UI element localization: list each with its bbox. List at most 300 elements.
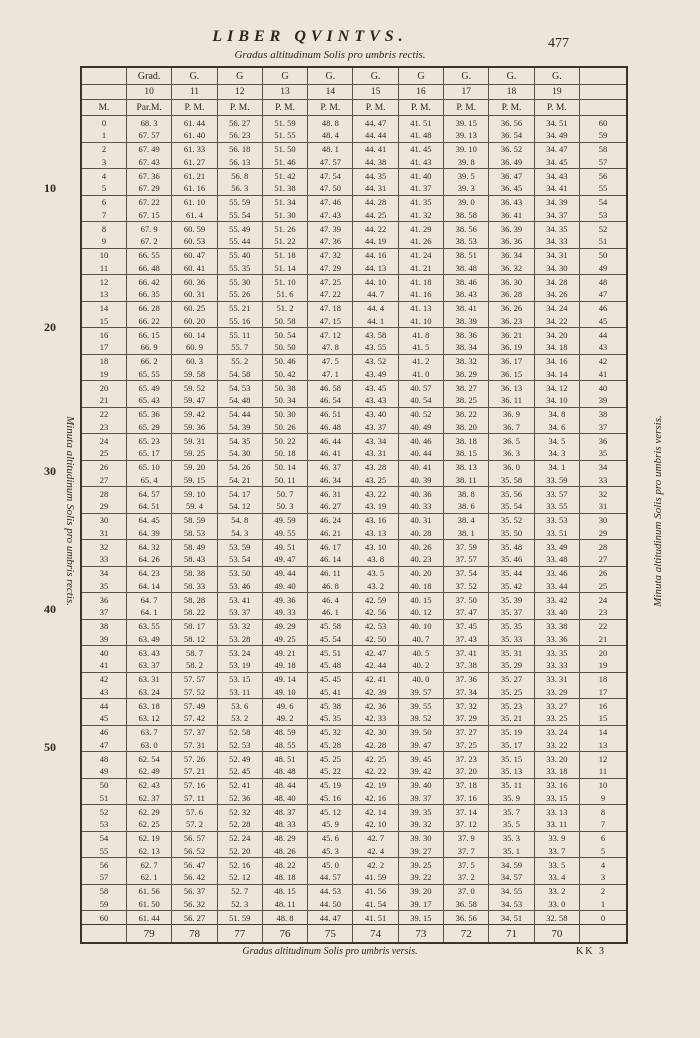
table-cell: 46. 34	[308, 474, 353, 487]
table-row	[81, 792, 627, 805]
table-cell: 39. 3	[444, 182, 489, 195]
table-cell: 52. 58	[217, 725, 262, 738]
table-cell: 64. 7	[127, 593, 172, 606]
footer-degree: 76	[262, 925, 307, 943]
table-row	[81, 222, 627, 235]
header-degree: 17	[444, 85, 489, 100]
header-degree: 18	[489, 85, 534, 100]
table-cell: 53. 54	[217, 553, 262, 566]
solar-altitude-table	[80, 66, 628, 944]
table-row	[81, 845, 627, 858]
table-cell: 63. 12	[127, 712, 172, 725]
table-cell: 62. 1	[127, 871, 172, 884]
table-cell: 64. 51	[127, 500, 172, 513]
table-cell: 56. 52	[172, 845, 217, 858]
table-cell: 45. 28	[308, 739, 353, 752]
table-cell: 46. 4	[308, 593, 353, 606]
table-cell: 37. 20	[444, 765, 489, 778]
row-minute-right: 13	[580, 739, 628, 752]
table-cell: 65. 55	[127, 368, 172, 381]
table-cell: 63. 0	[127, 739, 172, 752]
table-cell: 35. 46	[489, 553, 534, 566]
table-cell: 45. 16	[308, 792, 353, 805]
table-row	[81, 341, 627, 354]
row-minute-left: 10	[81, 248, 127, 261]
table-row	[81, 871, 627, 884]
header-grad-label: G.	[444, 67, 489, 85]
row-minute-left: 3	[81, 156, 127, 169]
table-cell: 34. 47	[534, 142, 579, 155]
table-cell: 62. 7	[127, 858, 172, 871]
row-minute-right: 14	[580, 725, 628, 738]
table-cell: 50. 7	[262, 487, 307, 500]
table-cell: 62. 43	[127, 778, 172, 791]
header-degree: 16	[398, 85, 443, 100]
table-cell: 34. 51	[489, 911, 534, 925]
table-cell: 41. 13	[398, 301, 443, 314]
table-row	[81, 699, 627, 712]
table-cell: 67. 57	[127, 129, 172, 142]
table-cell: 53. 11	[217, 686, 262, 699]
table-cell: 33. 27	[534, 699, 579, 712]
footer-degree: 73	[398, 925, 443, 943]
table-cell: 41. 24	[398, 248, 443, 261]
header-minutes-label: M.	[81, 100, 127, 116]
table-cell: 40. 7	[398, 633, 443, 646]
table-cell: 33. 4	[534, 871, 579, 884]
table-cell: 64. 45	[127, 513, 172, 526]
table-cell: 37. 34	[444, 686, 489, 699]
table-cell: 50. 58	[262, 315, 307, 328]
table-cell: 46. 41	[308, 447, 353, 460]
table-cell: 41. 45	[398, 142, 443, 155]
table-cell: 38. 32	[444, 354, 489, 367]
table-cell: 36. 23	[489, 315, 534, 328]
header-pm-label: P. M.	[444, 100, 489, 116]
table-cell: 51. 30	[262, 209, 307, 222]
row-minute-left: 44	[81, 699, 127, 712]
row-minute-left: 40	[81, 646, 127, 659]
table-cell: 55. 11	[217, 328, 262, 341]
table-cell: 46. 17	[308, 540, 353, 553]
table-cell: 37. 14	[444, 805, 489, 818]
table-cell: 57. 49	[172, 699, 217, 712]
table-cell: 45. 51	[308, 646, 353, 659]
table-cell: 55. 40	[217, 248, 262, 261]
header-blank-right	[580, 85, 628, 100]
table-cell: 36. 15	[489, 368, 534, 381]
table-cell: 36. 5	[489, 434, 534, 447]
row-minute-left: 41	[81, 659, 127, 672]
table-cell: 67. 43	[127, 156, 172, 169]
table-cell: 48. 37	[262, 805, 307, 818]
table-cell: 42. 7	[353, 831, 398, 844]
table-cell: 48. 8	[262, 911, 307, 925]
row-minute-right: 25	[580, 580, 628, 593]
row-minute-right: 36	[580, 434, 628, 447]
table-cell: 61. 44	[172, 116, 217, 129]
table-row	[81, 593, 627, 606]
table-cell: 37. 57	[444, 553, 489, 566]
table-cell: 36. 41	[489, 209, 534, 222]
table-cell: 46. 37	[308, 460, 353, 473]
table-cell: 52. 24	[217, 831, 262, 844]
row-minute-right: 31	[580, 500, 628, 513]
table-cell: 39. 57	[398, 686, 443, 699]
table-cell: 51. 26	[262, 222, 307, 235]
table-cell: 33. 18	[534, 765, 579, 778]
table-cell: 34. 59	[489, 858, 534, 871]
header-degree: 19	[534, 85, 579, 100]
table-cell: 41. 35	[398, 195, 443, 208]
table-cell: 49. 59	[262, 513, 307, 526]
table-cell: 39. 25	[398, 858, 443, 871]
table-row	[81, 672, 627, 685]
table-cell: 60. 31	[172, 288, 217, 301]
row-minute-left: 37	[81, 606, 127, 619]
footer-degree: 74	[353, 925, 398, 943]
row-minute-left: 59	[81, 898, 127, 911]
table-cell: 51. 18	[262, 248, 307, 261]
table-row	[81, 606, 627, 619]
row-minute-left: 24	[81, 434, 127, 447]
table-row	[81, 301, 627, 314]
table-cell: 37. 18	[444, 778, 489, 791]
table-cell: 48. 48	[262, 765, 307, 778]
table-cell: 42. 41	[353, 672, 398, 685]
table-cell: 54. 21	[217, 474, 262, 487]
table-cell: 35. 48	[489, 540, 534, 553]
table-cell: 34. 16	[534, 354, 579, 367]
table-cell: 42. 50	[353, 633, 398, 646]
table-row	[81, 182, 627, 195]
table-cell: 45. 9	[308, 818, 353, 831]
table-cell: 57. 11	[172, 792, 217, 805]
table-cell: 45. 41	[308, 686, 353, 699]
table-cell: 38. 18	[444, 434, 489, 447]
row-minute-left: 17	[81, 341, 127, 354]
table-cell: 61. 27	[172, 156, 217, 169]
table-cell: 37. 29	[444, 712, 489, 725]
row-minute-left: 49	[81, 765, 127, 778]
header-grad-label: G	[217, 67, 262, 85]
table-cell: 41. 5	[398, 341, 443, 354]
table-cell: 56. 37	[172, 884, 217, 897]
table-cell: 51. 22	[262, 235, 307, 248]
table-cell: 57. 21	[172, 765, 217, 778]
header-row-degrees	[81, 85, 627, 100]
table-cell: 46. 31	[308, 487, 353, 500]
row-minute-right: 27	[580, 553, 628, 566]
table-cell: 34. 41	[534, 182, 579, 195]
table-cell: 36. 17	[489, 354, 534, 367]
table-cell: 35. 9	[489, 792, 534, 805]
table-cell: 56. 42	[172, 871, 217, 884]
row-minute-right: 23	[580, 606, 628, 619]
table-cell: 52. 7	[217, 884, 262, 897]
table-cell: 43. 19	[353, 500, 398, 513]
table-cell: 41. 2	[398, 354, 443, 367]
table-cell: 41. 32	[398, 209, 443, 222]
table-cell: 56. 47	[172, 858, 217, 871]
table-cell: 47. 50	[308, 182, 353, 195]
table-cell: 63. 49	[127, 633, 172, 646]
table-cell: 44. 25	[353, 209, 398, 222]
table-cell: 34. 6	[534, 421, 579, 434]
table-cell: 47. 43	[308, 209, 353, 222]
table-cell: 59. 25	[172, 447, 217, 460]
row-minute-left: 26	[81, 460, 127, 473]
table-cell: 38. 58	[444, 209, 489, 222]
table-cell: 43. 55	[353, 341, 398, 354]
row-minute-left: 50	[81, 778, 127, 791]
table-row	[81, 553, 627, 566]
row-minute-left: 35	[81, 580, 127, 593]
table-cell: 33. 22	[534, 739, 579, 752]
table-cell: 37. 2	[444, 871, 489, 884]
table-cell: 57. 6	[172, 805, 217, 818]
table-cell: 34. 49	[534, 129, 579, 142]
signature-mark: KK 3	[576, 946, 606, 957]
row-minute-right: 59	[580, 129, 628, 142]
header-pm-label: P. M.	[262, 100, 307, 116]
row-minute-right: 49	[580, 262, 628, 275]
table-cell: 36. 19	[489, 341, 534, 354]
row-minute-right: 57	[580, 156, 628, 169]
table-cell: 36. 49	[489, 156, 534, 169]
row-minute-right: 60	[580, 116, 628, 129]
header-degree: 11	[172, 85, 217, 100]
table-cell: 61. 40	[172, 129, 217, 142]
table-cell: 51. 38	[262, 182, 307, 195]
table-cell: 42. 47	[353, 646, 398, 659]
row-minute-left: 33	[81, 553, 127, 566]
table-cell: 53. 59	[217, 540, 262, 553]
table-row	[81, 633, 627, 646]
table-cell: 38. 1	[444, 527, 489, 540]
header-pm-label: P. M.	[398, 100, 443, 116]
table-cell: 60. 9	[172, 341, 217, 354]
table-cell: 51. 2	[262, 301, 307, 314]
table-cell: 60. 36	[172, 275, 217, 288]
table-cell: 53. 32	[217, 619, 262, 632]
row-minute-left: 39	[81, 633, 127, 646]
table-cell: 34. 57	[489, 871, 534, 884]
table-cell: 42. 22	[353, 765, 398, 778]
table-cell: 46. 8	[308, 580, 353, 593]
table-cell: 42. 14	[353, 805, 398, 818]
table-cell: 38. 15	[444, 447, 489, 460]
table-cell: 67. 36	[127, 169, 172, 182]
table-cell: 57. 16	[172, 778, 217, 791]
table-row	[81, 580, 627, 593]
table-cell: 38. 41	[444, 301, 489, 314]
row-minute-left: 7	[81, 209, 127, 222]
table-row	[81, 725, 627, 738]
table-cell: 43. 31	[353, 447, 398, 460]
table-cell: 43. 16	[353, 513, 398, 526]
table-cell: 65. 23	[127, 434, 172, 447]
header-row-grad	[81, 67, 627, 85]
table-cell: 51. 14	[262, 262, 307, 275]
margin-line-number: 10	[44, 181, 56, 195]
table-cell: 59. 36	[172, 421, 217, 434]
table-cell: 44. 47	[353, 116, 398, 129]
table-cell: 35. 13	[489, 765, 534, 778]
table-row	[81, 381, 627, 394]
table-cell: 61. 16	[172, 182, 217, 195]
table-cell: 41. 0	[398, 368, 443, 381]
table-cell: 49. 10	[262, 686, 307, 699]
table-cell: 36. 45	[489, 182, 534, 195]
table-row	[81, 248, 627, 261]
table-row	[81, 129, 627, 142]
table-cell: 33. 11	[534, 818, 579, 831]
table-cell: 44. 7	[353, 288, 398, 301]
table-cell: 43. 22	[353, 487, 398, 500]
table-cell: 48. 11	[262, 898, 307, 911]
row-minute-right: 42	[580, 354, 628, 367]
table-cell: 49. 21	[262, 646, 307, 659]
row-minute-left: 38	[81, 619, 127, 632]
row-minute-left: 36	[81, 593, 127, 606]
table-cell: 41. 48	[398, 129, 443, 142]
table-cell: 39. 42	[398, 765, 443, 778]
row-minute-left: 56	[81, 858, 127, 871]
table-cell: 61. 56	[127, 884, 172, 897]
row-minute-right: 15	[580, 712, 628, 725]
table-cell: 39. 47	[398, 739, 443, 752]
table-row	[81, 354, 627, 367]
side-caption-right: Minuta altitudinum Solis pro umbris versis.	[652, 415, 664, 607]
table-cell: 35. 7	[489, 805, 534, 818]
table-cell: 39. 5	[444, 169, 489, 182]
table-cell: 53. 2	[217, 712, 262, 725]
row-minute-right: 16	[580, 699, 628, 712]
table-cell: 39. 10	[444, 142, 489, 155]
table-cell: 66. 55	[127, 248, 172, 261]
table-cell: 46. 58	[308, 381, 353, 394]
row-minute-right: 44	[580, 328, 628, 341]
table-cell: 66. 15	[127, 328, 172, 341]
table-cell: 34. 39	[534, 195, 579, 208]
table-cell: 39. 27	[398, 845, 443, 858]
table-cell: 61. 4	[172, 209, 217, 222]
side-caption-left: Minuta altitudinum Solis pro umbris rectis.	[64, 416, 76, 606]
table-cell: 44. 31	[353, 182, 398, 195]
table-cell: 58. 33	[172, 580, 217, 593]
table-cell: 33. 31	[534, 672, 579, 685]
table-row	[81, 328, 627, 341]
table-cell: 52. 41	[217, 778, 262, 791]
table-cell: 38. 51	[444, 248, 489, 261]
table-row	[81, 739, 627, 752]
table-cell: 45. 45	[308, 672, 353, 685]
table-cell: 56. 23	[217, 129, 262, 142]
table-cell: 47. 46	[308, 195, 353, 208]
table-cell: 59. 31	[172, 434, 217, 447]
table-cell: 47. 32	[308, 248, 353, 261]
table-row	[81, 394, 627, 407]
row-minute-left: 5	[81, 182, 127, 195]
table-cell: 66. 48	[127, 262, 172, 275]
row-minute-right: 52	[580, 222, 628, 235]
table-cell: 54. 58	[217, 368, 262, 381]
row-minute-right: 6	[580, 831, 628, 844]
table-cell: 44. 35	[353, 169, 398, 182]
table-cell: 48. 8	[308, 116, 353, 129]
table-cell: 41. 40	[398, 169, 443, 182]
table-caption-bottom: Gradus altitudinum Solis pro umbris versis.	[242, 946, 418, 957]
table-cell: 40. 23	[398, 553, 443, 566]
table-cell: 36. 32	[489, 262, 534, 275]
table-cell: 44. 38	[353, 156, 398, 169]
row-minute-left: 19	[81, 368, 127, 381]
table-cell: 34. 20	[534, 328, 579, 341]
table-cell: 50. 22	[262, 434, 307, 447]
table-cell: 43. 43	[353, 394, 398, 407]
table-cell: 52. 36	[217, 792, 262, 805]
row-minute-left: 22	[81, 407, 127, 420]
table-cell: 44. 53	[308, 884, 353, 897]
table-row	[81, 368, 627, 381]
row-minute-left: 45	[81, 712, 127, 725]
table-cell: 56. 27	[172, 911, 217, 925]
table-cell: 50. 38	[262, 381, 307, 394]
table-cell: 43. 13	[353, 527, 398, 540]
table-cell: 36. 30	[489, 275, 534, 288]
table-cell: 33. 40	[534, 606, 579, 619]
table-cell: 38. 34	[444, 341, 489, 354]
table-cell: 58. 12	[172, 633, 217, 646]
table-cell: 46. 48	[308, 421, 353, 434]
table-row	[81, 500, 627, 513]
table-cell: 47. 22	[308, 288, 353, 301]
table-cell: 40. 15	[398, 593, 443, 606]
table-cell: 64. 1	[127, 606, 172, 619]
table-row	[81, 858, 627, 871]
table-cell: 57. 37	[172, 725, 217, 738]
table-cell: 67. 29	[127, 182, 172, 195]
table-cell: 47. 15	[308, 315, 353, 328]
table-cell: 38. 39	[444, 315, 489, 328]
table-cell: 39. 8	[444, 156, 489, 169]
row-minute-left: 52	[81, 805, 127, 818]
table-cell: 58. 43	[172, 553, 217, 566]
table-cell: 56. 18	[217, 142, 262, 155]
header-grad-label: G.	[534, 67, 579, 85]
table-cell: 33. 51	[534, 527, 579, 540]
footer-degree: 75	[308, 925, 353, 943]
table-cell: 40. 0	[398, 672, 443, 685]
table-cell: 47. 57	[308, 156, 353, 169]
row-minute-right: 11	[580, 765, 628, 778]
table-cell: 33. 38	[534, 619, 579, 632]
table-cell: 39. 15	[444, 116, 489, 129]
table-cell: 38. 46	[444, 275, 489, 288]
table-cell: 61. 44	[127, 911, 172, 925]
table-cell: 39. 35	[398, 805, 443, 818]
table-cell: 46. 21	[308, 527, 353, 540]
table-cell: 36. 28	[489, 288, 534, 301]
row-minute-right: 17	[580, 686, 628, 699]
table-cell: 41. 26	[398, 235, 443, 248]
table-cell: 51. 59	[217, 911, 262, 925]
table-cell: 46. 54	[308, 394, 353, 407]
table-cell: 61. 50	[127, 898, 172, 911]
table-cell: 59. 20	[172, 460, 217, 473]
row-minute-left: 31	[81, 527, 127, 540]
